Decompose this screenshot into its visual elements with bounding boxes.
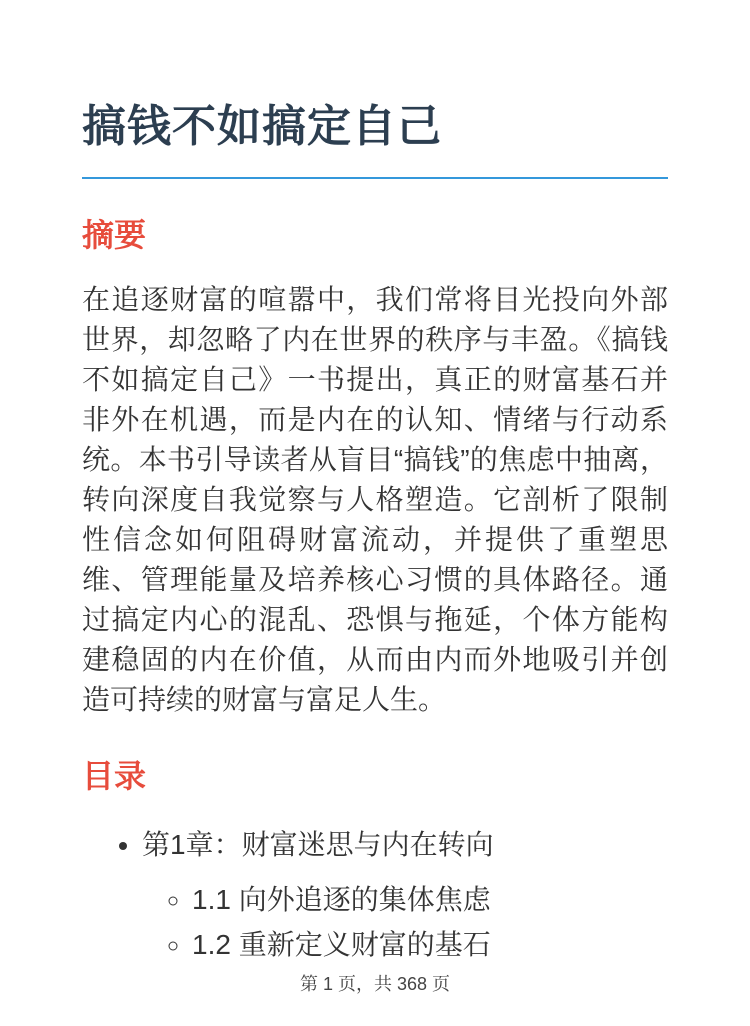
toc-chapter-label: 第1章：财富迷思与内在转向 bbox=[142, 828, 494, 860]
toc-sublist bbox=[142, 880, 668, 965]
page-title: 搞钱不如搞定自己 bbox=[82, 102, 668, 179]
toc-list bbox=[82, 825, 668, 970]
toc-heading: 目录 bbox=[82, 758, 147, 795]
toc-section-item: ◦ 1.2 重新定义财富的基石 bbox=[192, 925, 668, 965]
page-indicator: 第 1 页，共 368 页 bbox=[299, 973, 451, 994]
abstract-paragraph: 在追逐财富的喧嚣中，我们常将目光投向外部世界，却忽略了内在世界的秩序与丰盈。《搞钱不如搞定自己》一书提出，真正的财富基石并非外在机遇，而是内在的认知、情绪与行动系统。本书引导读者从盲目“搞钱”的焦虑中抽离，转向深度自我觉察与人格塑造。它剖析了限制性信念如何阻碍财富流动，并提供了重塑思维、管理能量及培养核心习惯的具体路径。通过搞定内心的混乱、恐惧与拖延，个体方能构建稳固的内在价值，从而由内而外地吸引并创造可持续的财富与富足人生。 bbox=[82, 284, 668, 716]
abstract-heading: 摘要 bbox=[82, 217, 147, 254]
toc-section-item: ◦ 1.1 向外追逐的集体焦虑 bbox=[192, 880, 668, 920]
toc-chapter-item bbox=[142, 825, 668, 965]
